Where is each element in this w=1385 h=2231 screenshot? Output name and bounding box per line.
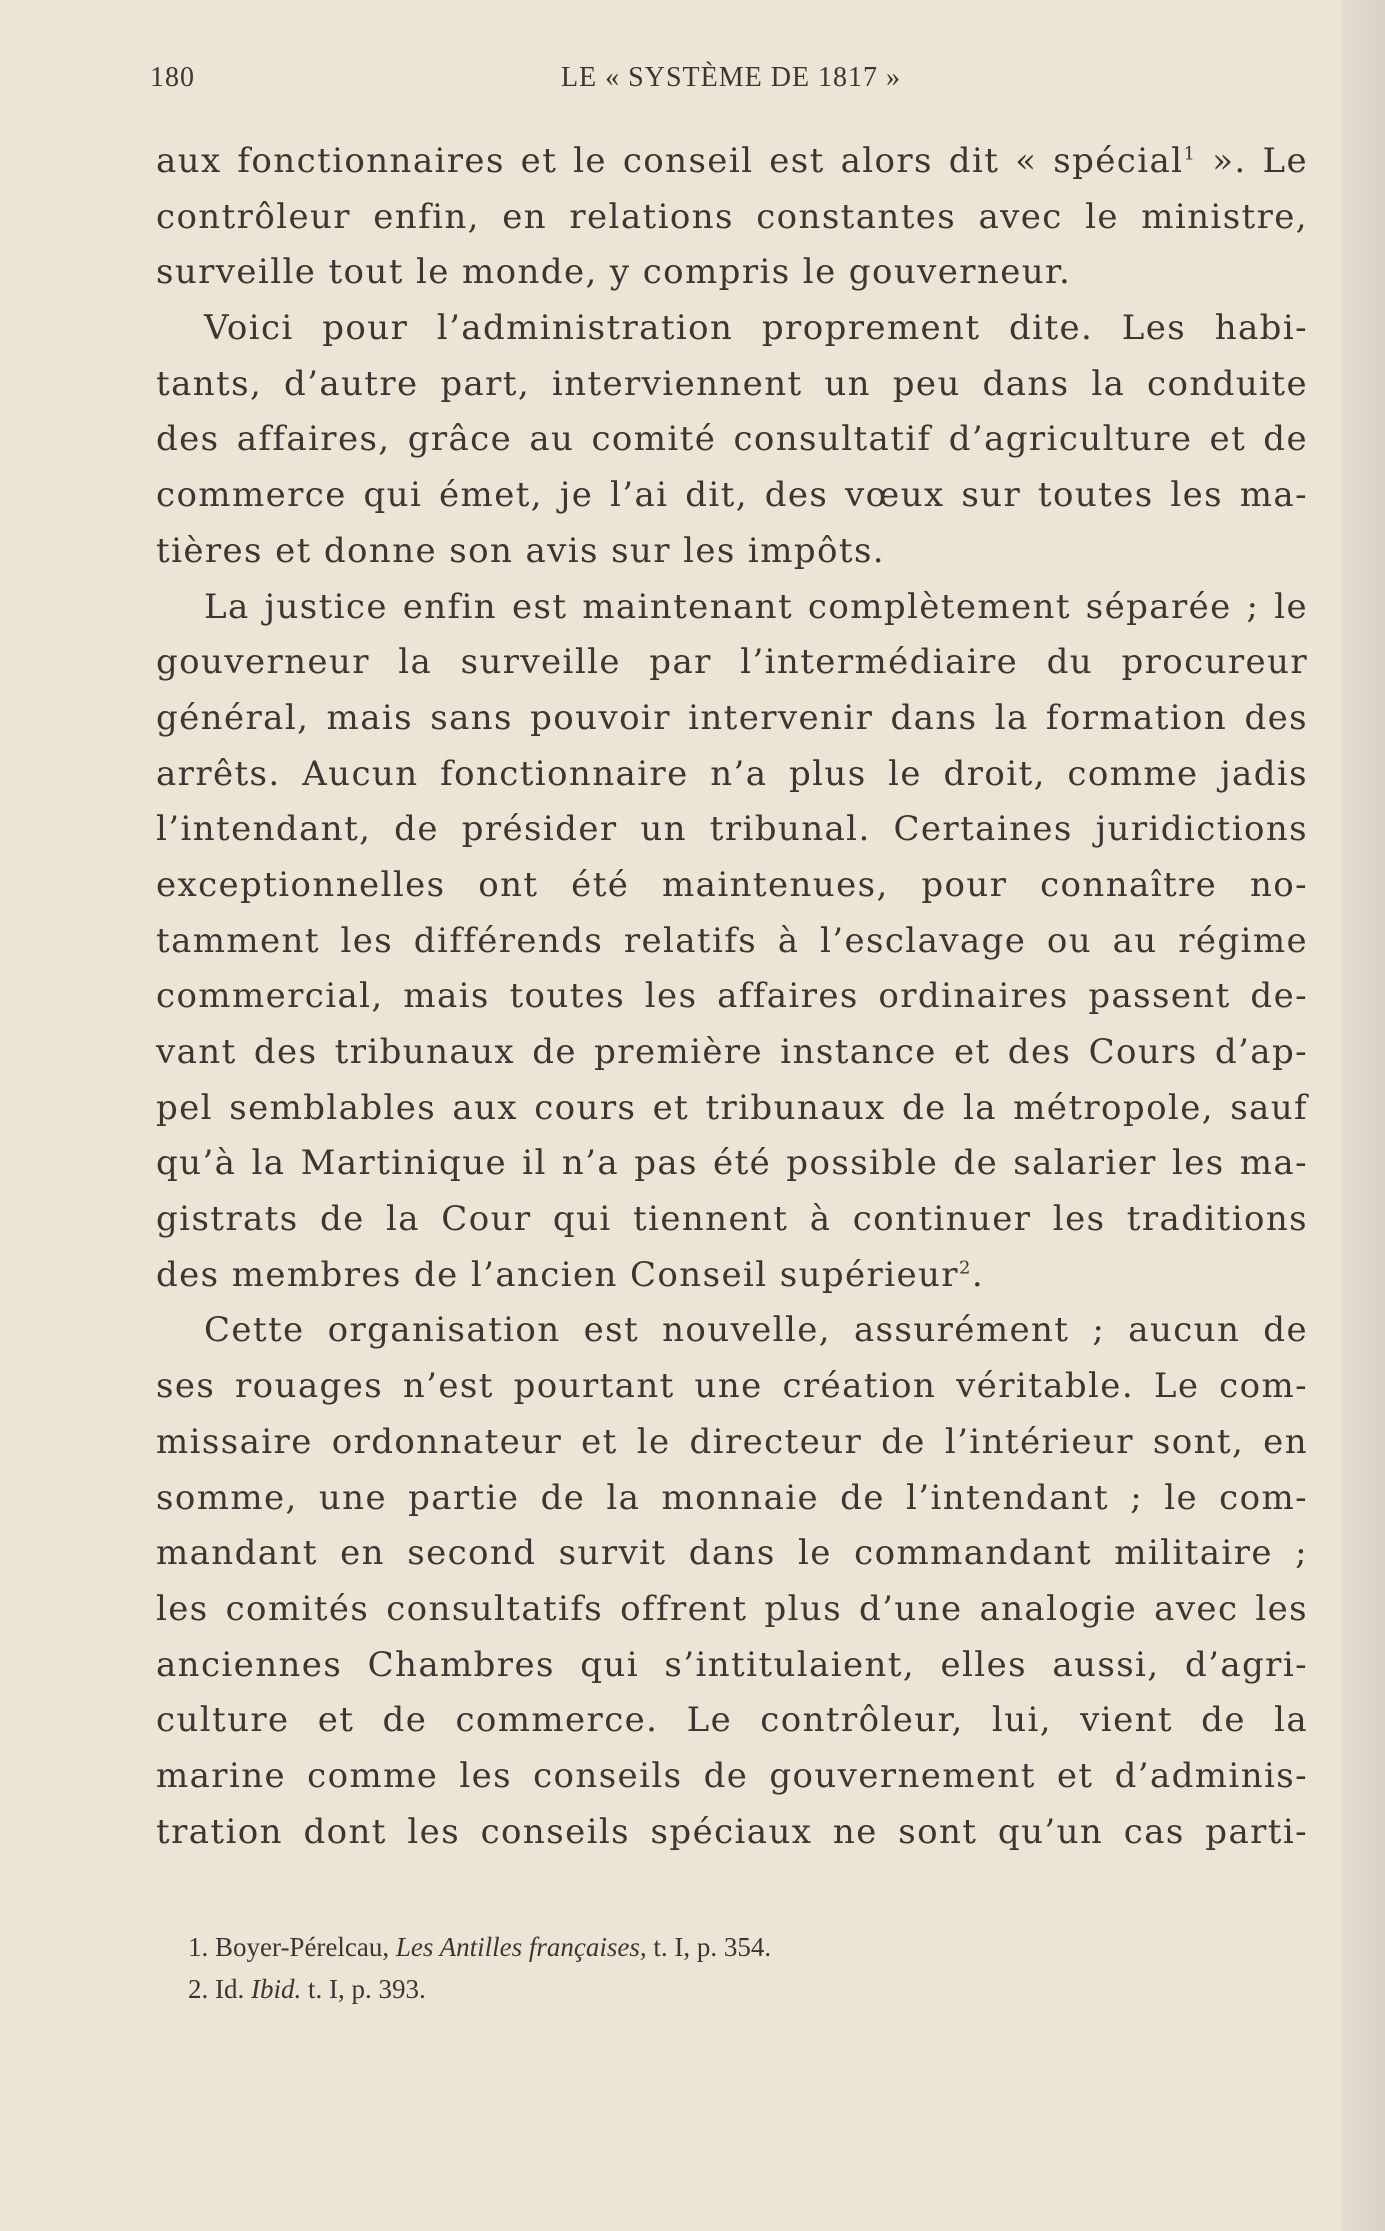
text-line: commercial, mais toutes les affaires ordinaires passent de- xyxy=(156,976,1308,1017)
text-line: missaire ordonnateur et le directeur de l’intérieur sont, en xyxy=(156,1421,1308,1462)
footnote-number: 1. xyxy=(188,1932,209,1962)
text-line: gouverneur la surveille par l’intermédiaire du procureur xyxy=(156,642,1308,683)
text-line: tants, d’autre part, interviennent un peu dans la conduite xyxy=(156,363,1308,404)
text-line: des membres de l’ancien Conseil supérieur$^2$. xyxy=(156,1254,985,1295)
text-line: gistrats de la Cour qui tiennent à continuer les traditions xyxy=(156,1199,1308,1240)
text-line: qu’à la Martinique il n’a pas été possible de salarier les ma- xyxy=(156,1143,1308,1184)
text-line: exceptionnelles ont été maintenues, pour connaître no- xyxy=(156,864,1308,905)
body-text xyxy=(156,134,1308,1860)
text-line: arrêts. Aucun fonctionnaire n’a plus le droit, comme jadis xyxy=(156,753,1308,794)
text-line: l’intendant, de présider un tribunal. Certaines juridictions xyxy=(156,809,1308,850)
footnotes xyxy=(188,1926,1288,2010)
text-line: commerce qui émet, je l’ai dit, des vœux sur toutes les ma- xyxy=(156,475,1308,516)
footnote: 2. Id. Ibid. t. I, p. 393. xyxy=(188,1974,426,2004)
text-line: Voici pour l’administration proprement dite. Les habi- xyxy=(204,308,1308,349)
text-line: pel semblables aux cours et tribunaux de la métropole, sauf xyxy=(156,1087,1308,1128)
running-header xyxy=(150,62,1312,102)
text-line: tration dont les conseils spéciaux ne sont qu’un cas parti- xyxy=(156,1811,1308,1852)
text-line: général, mais sans pouvoir intervenir dans la formation des xyxy=(156,697,1308,738)
text-line: somme, une partie de la monnaie de l’intendant ; le com- xyxy=(156,1477,1308,1518)
text-line: ses rouages n’est pourtant une création véritable. Le com- xyxy=(156,1366,1308,1407)
text-line: tamment les différends relatifs à l’esclavage ou au régime xyxy=(156,920,1308,961)
text-line: surveille tout le monde, y compris le gouverneur. xyxy=(156,252,1072,293)
footnote: 1. Boyer-Pérelcau, Les Antilles françaises, t. I, p. 354. xyxy=(188,1932,772,1962)
text-line: La justice enfin est maintenant complètement séparée ; le xyxy=(204,586,1308,627)
text-line: marine comme les conseils de gouvernement et d’adminis- xyxy=(156,1755,1308,1796)
page-number: 180 xyxy=(150,62,195,93)
text-line: Cette organisation est nouvelle, assurément ; aucun de xyxy=(204,1310,1308,1351)
text-line: des affaires, grâce au comité consultatif d’agriculture et de xyxy=(156,419,1308,460)
page-edge xyxy=(1342,0,1385,2231)
footnote-ref: 1 xyxy=(1183,143,1197,165)
text-line: tières et donne son avis sur les impôts. xyxy=(156,530,885,571)
text-line: mandant en second survit dans le commandant militaire ; xyxy=(156,1533,1308,1574)
text-line: vant des tribunaux de première instance et des Cours d’ap- xyxy=(156,1032,1308,1072)
text-line: contrôleur enfin, en relations constantes avec le ministre, xyxy=(156,196,1308,237)
text-line: les comités consultatifs offrent plus d’une analogie avec les xyxy=(156,1588,1308,1629)
text-line: culture et de commerce. Le contrôleur, lui, vient de la xyxy=(156,1700,1308,1741)
footnote-number: 2. xyxy=(188,1974,209,2004)
text-line: anciennes Chambres qui s’intitulaient, elles aussi, d’agri- xyxy=(156,1644,1308,1685)
footnote-ref: 2 xyxy=(958,1257,972,1279)
running-title: LE « SYSTÈME DE 1817 » xyxy=(560,62,902,93)
citation-title: Ibid. xyxy=(251,1974,302,2004)
citation-title: Les Antilles françaises, xyxy=(395,1932,647,1962)
text-line: aux fonctionnaires et le conseil est alors dit « spécial$^1$ ». Le xyxy=(156,141,1308,181)
